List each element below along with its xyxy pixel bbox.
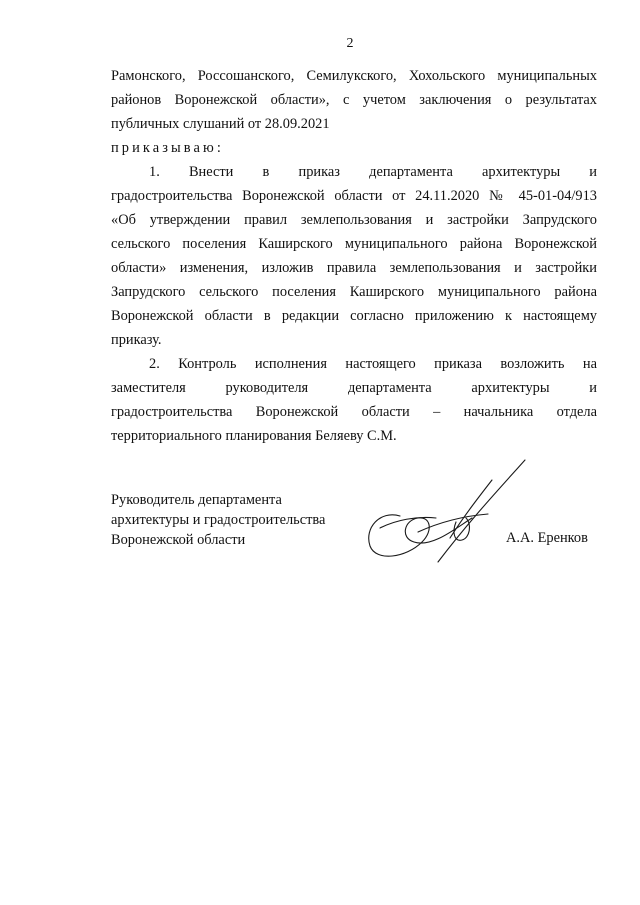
text-line: сельского поселения Каширского муниципального района Воронежской — [111, 236, 597, 252]
text-line: градостроительства Воронежской области – начальника отдела — [111, 404, 597, 420]
signatory-title-line: архитектуры и градостроительства — [111, 512, 326, 528]
page-number: 2 — [346, 36, 354, 51]
signatory-title-line: Руководитель департамента — [111, 492, 282, 508]
order-word-paragraph — [111, 136, 597, 160]
text-line: заместителя руководителя департамента архитектуры и — [111, 380, 597, 396]
item-1-paragraph — [111, 160, 597, 352]
text-line: 2. Контроль исполнения настоящего приказа возложить на — [149, 356, 597, 372]
signatory-title — [111, 490, 325, 550]
text-line: «Об утверждении правил землепользования и застройки Запрудского — [111, 212, 597, 228]
text-line: публичных слушаний от 28.09.2021 — [111, 116, 330, 132]
signatory-name: А.А. Еренков — [506, 530, 588, 546]
text-line: приказу. — [111, 332, 162, 348]
item-2-paragraph — [111, 352, 597, 448]
document-body — [111, 64, 597, 448]
text-line: области» изменения, изложив правила землепользования и застройки — [111, 260, 597, 276]
text-line: территориального планирования Беляеву С.М. — [111, 428, 397, 444]
handwritten-signature — [360, 458, 530, 570]
text-line: 1. Внести в приказ департамента архитектуры и — [149, 164, 597, 180]
text-line: Воронежской области в редакции согласно приложению к настоящему — [111, 308, 597, 324]
text-line: районов Воронежской области», с учетом заключения о результатах — [111, 92, 597, 108]
preamble-paragraph — [111, 64, 597, 136]
order-word: приказываю: — [111, 140, 224, 156]
text-line: градостроительства Воронежской области от 24.11.2020 № 45-01-04/913 — [111, 188, 597, 204]
signatory-title-line: Воронежской области — [111, 532, 246, 548]
text-line: Запрудского сельского поселения Каширского муниципального района — [111, 284, 597, 300]
text-line: Рамонского, Россошанского, Семилукского, Хохольского муниципальных — [111, 68, 597, 84]
